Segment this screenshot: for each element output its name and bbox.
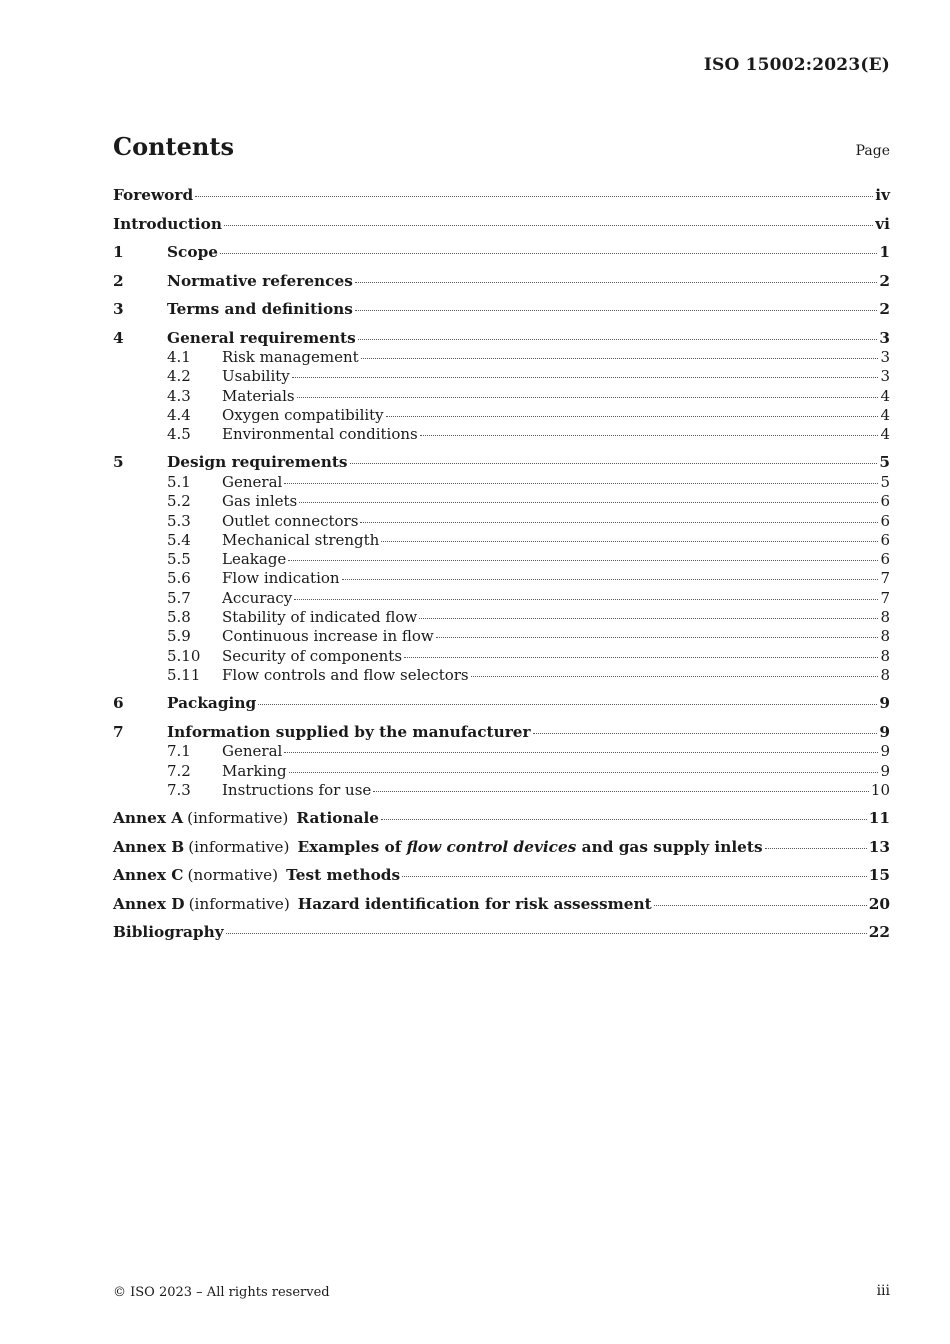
- toc-entry-title: Outlet connectors: [222, 511, 359, 530]
- subclause-number: 5.3: [167, 511, 191, 530]
- toc-entry-clause[interactable]: [113, 329, 890, 349]
- toc-entry-page: 15: [868, 866, 890, 885]
- clause-number: 3: [113, 300, 124, 318]
- toc-entry-page: 6: [880, 530, 890, 549]
- toc-entry-title: Test methods: [286, 866, 401, 885]
- toc-entry-page: 13: [868, 837, 890, 856]
- title-part: and gas supply inlets: [581, 837, 763, 856]
- toc-entry-title: Normative references: [167, 271, 353, 290]
- toc-entry-page: 10: [870, 780, 890, 799]
- toc-entry-page: 4: [880, 386, 890, 405]
- toc-entry-page: 8: [880, 665, 890, 684]
- annex-type: (normative): [187, 866, 279, 885]
- annex-type: (informative): [188, 837, 290, 856]
- toc-entry-page: 8: [880, 627, 890, 646]
- toc-entry-title: Terms and definitions: [167, 300, 353, 318]
- toc-entry-title: Hazard identification for risk assessment: [297, 894, 652, 913]
- subclause-number: 4.3: [167, 386, 191, 405]
- clause-number: 4: [113, 328, 124, 347]
- dot-leader: [402, 876, 867, 877]
- toc-entry-page: 9: [880, 742, 890, 761]
- toc-subentry[interactable]: [113, 608, 890, 627]
- toc-subentry[interactable]: [113, 387, 890, 406]
- toc-entry-title: General requirements: [167, 328, 356, 347]
- dot-leader: [284, 483, 878, 484]
- toc-entry-page: 20: [868, 894, 890, 913]
- clause-number: 5: [113, 453, 124, 472]
- subclause-number: 5.10: [167, 646, 201, 665]
- annex-label: Annex A: [113, 809, 184, 828]
- copyright-notice: © ISO 2023 – All rights reserved: [113, 1285, 330, 1300]
- annex-type: (informative): [188, 894, 290, 913]
- clause-number: 1: [113, 243, 124, 261]
- toc-entry-annex-d[interactable]: [113, 895, 890, 915]
- toc-subentry[interactable]: [113, 473, 890, 492]
- toc-subentry[interactable]: [113, 742, 890, 761]
- toc-entry-page: 3: [880, 348, 890, 366]
- toc-entry-title: Environmental conditions: [222, 425, 418, 444]
- page-column-label: Page: [855, 143, 890, 159]
- dot-leader: [361, 358, 879, 359]
- toc-entry-page: 7: [880, 588, 890, 607]
- toc-entry-page: 6: [880, 511, 890, 530]
- dot-leader: [654, 905, 867, 906]
- toc-entry-annex-a[interactable]: [113, 809, 890, 829]
- toc-entry-page: 5: [880, 472, 890, 491]
- subclause-number: 5.11: [167, 665, 201, 684]
- toc-entry-bibliography[interactable]: [113, 923, 890, 943]
- toc-entry-page: 4: [880, 405, 890, 424]
- toc-entry-title: Gas inlets: [222, 492, 298, 511]
- toc-entry-page: 5: [879, 453, 890, 472]
- toc-subentry[interactable]: [113, 492, 890, 511]
- toc-entry-title: Bibliography: [113, 923, 224, 942]
- toc-entry-title: General: [222, 742, 283, 761]
- table-of-contents: [113, 183, 890, 943]
- annex-label: Annex D: [113, 894, 185, 913]
- toc-entry-title: General: [222, 472, 283, 491]
- subclause-number: 4.2: [167, 367, 191, 386]
- title-italic-part: flow control devices: [406, 837, 577, 856]
- toc-entry-annex-b[interactable]: [113, 838, 890, 858]
- toc-entry-title: Foreword: [113, 186, 194, 204]
- toc-subentry[interactable]: [113, 589, 890, 608]
- dot-leader: [381, 541, 878, 542]
- dot-leader: [258, 704, 877, 705]
- subclause-number: 7.3: [167, 780, 191, 799]
- dot-leader: [224, 225, 873, 226]
- dot-leader: [288, 560, 878, 561]
- dot-leader: [226, 933, 867, 934]
- dot-leader: [386, 416, 879, 417]
- dot-leader: [381, 819, 867, 820]
- toc-entry-page: 8: [880, 646, 890, 665]
- toc-entry-page: 9: [879, 694, 890, 713]
- toc-entry-title: Materials: [222, 386, 295, 405]
- dot-leader: [342, 579, 879, 580]
- dot-leader: [420, 435, 879, 436]
- toc-entry-foreword[interactable]: [113, 186, 890, 206]
- toc-entry-title: Mechanical strength: [222, 530, 380, 549]
- toc-entry-title: Design requirements: [167, 453, 348, 472]
- toc-entry-page: 3: [879, 328, 890, 347]
- subclause-number: 5.7: [167, 588, 191, 607]
- toc-entry-title: Stability of indicated flow: [222, 608, 418, 627]
- toc-entry-title: Packaging: [167, 694, 257, 713]
- dot-leader: [195, 196, 873, 197]
- toc-entry-title: Leakage: [222, 550, 287, 569]
- toc-entry-page: 7: [880, 569, 890, 588]
- toc-entry-title: Flow controls and flow selectors: [222, 665, 469, 684]
- page-number: iii: [876, 1283, 890, 1299]
- toc-entry-page: 1: [879, 243, 890, 261]
- toc-entry-page: 8: [880, 608, 890, 627]
- toc-entry-title: Marking: [222, 761, 287, 780]
- toc-entry-page: 11: [868, 809, 890, 828]
- toc-entry-title: Instructions for use: [222, 780, 372, 799]
- dot-leader: [373, 791, 869, 792]
- toc-entry-title: Continuous increase in flow: [222, 627, 434, 646]
- dot-leader: [299, 502, 878, 503]
- contents-title: Contents: [113, 132, 234, 161]
- toc-entry-title: Introduction: [113, 214, 222, 233]
- subclause-number: 5.5: [167, 550, 191, 569]
- toc-entry-page: 9: [879, 722, 890, 741]
- toc-entry-page: 4: [880, 425, 890, 444]
- dot-leader: [765, 848, 867, 849]
- annex-type: (informative): [187, 809, 289, 828]
- toc-entry-page: 6: [880, 550, 890, 569]
- toc-entry-title: Usability: [222, 367, 290, 386]
- toc-entry-annex-c[interactable]: [113, 866, 890, 886]
- dot-leader: [355, 282, 878, 283]
- dot-leader: [471, 676, 879, 677]
- toc-entry-clause[interactable]: [113, 243, 890, 263]
- toc-entry-title: Information supplied by the manufacturer: [167, 722, 531, 741]
- dot-leader: [358, 339, 878, 340]
- subclause-number: 7.2: [167, 761, 191, 780]
- subclause-number: 4.5: [167, 425, 191, 444]
- toc-subentry[interactable]: [113, 531, 890, 550]
- toc-entry-clause[interactable]: [113, 694, 890, 714]
- clause-number: 2: [113, 271, 124, 290]
- dot-leader: [294, 599, 878, 600]
- toc-entry-page: 22: [868, 923, 890, 942]
- toc-entry-page: 2: [879, 271, 890, 290]
- toc-entry-page: 9: [880, 761, 890, 780]
- clause-number: 7: [113, 722, 124, 741]
- toc-subentry[interactable]: [113, 425, 890, 444]
- toc-entry-page: 2: [879, 300, 890, 318]
- title-part: Examples of: [297, 837, 402, 856]
- dot-leader: [533, 733, 878, 734]
- toc-entry-title: Accuracy: [222, 588, 293, 607]
- toc-subentry[interactable]: [113, 666, 890, 685]
- toc-entry-title: Flow indication: [222, 569, 340, 588]
- dot-leader: [419, 618, 878, 619]
- toc-subentry[interactable]: [113, 406, 890, 425]
- dot-leader: [404, 657, 878, 658]
- toc-entry-title: [297, 838, 762, 858]
- subclause-number: 5.2: [167, 492, 191, 511]
- annex-label: Annex C: [113, 866, 184, 885]
- toc-subentry[interactable]: [113, 569, 890, 588]
- document-id: ISO 15002:2023(E): [703, 55, 890, 75]
- toc-entry-page: 3: [880, 367, 890, 386]
- toc-entry-title: Scope: [167, 243, 218, 261]
- toc-subentry[interactable]: [113, 647, 890, 666]
- toc-entry-clause[interactable]: [113, 723, 890, 743]
- toc-subentry[interactable]: [113, 627, 890, 646]
- dot-leader: [284, 752, 878, 753]
- dot-leader: [292, 377, 879, 378]
- toc-entry-title: Oxygen compatibility: [222, 405, 384, 424]
- subclause-number: 5.1: [167, 472, 191, 491]
- dot-leader: [297, 397, 879, 398]
- dot-leader: [355, 310, 877, 311]
- toc-entry-clause[interactable]: [113, 272, 890, 292]
- toc-entry-page: vi: [875, 214, 890, 233]
- subclause-number: 4.4: [167, 405, 191, 424]
- toc-entry-page: iv: [875, 186, 890, 204]
- dot-leader: [350, 463, 878, 464]
- toc-entry-title: Rationale: [296, 809, 380, 828]
- toc-entry-title: Security of components: [222, 646, 403, 665]
- toc-subentry[interactable]: [113, 781, 890, 800]
- clause-number: 6: [113, 694, 124, 713]
- subclause-number: 5.9: [167, 627, 191, 646]
- toc-subentry[interactable]: [113, 512, 890, 531]
- subclause-number: 5.6: [167, 569, 191, 588]
- toc-entry-page: 6: [880, 492, 890, 511]
- dot-leader: [360, 522, 878, 523]
- toc-subentry[interactable]: [113, 348, 890, 367]
- toc-entry-title: Risk management: [222, 348, 359, 366]
- toc-entry-clause[interactable]: [113, 300, 890, 320]
- subclause-number: 7.1: [167, 742, 191, 761]
- subclause-number: 4.1: [167, 348, 191, 366]
- annex-label: Annex B: [113, 837, 185, 856]
- toc-subentry[interactable]: [113, 550, 890, 569]
- subclause-number: 5.8: [167, 608, 191, 627]
- toc-subentry[interactable]: [113, 762, 890, 781]
- dot-leader: [220, 253, 877, 254]
- dot-leader: [289, 772, 879, 773]
- toc-subentry[interactable]: [113, 367, 890, 386]
- dot-leader: [436, 637, 879, 638]
- toc-entry-introduction[interactable]: [113, 215, 890, 235]
- toc-entry-clause[interactable]: [113, 453, 890, 473]
- subclause-number: 5.4: [167, 530, 191, 549]
